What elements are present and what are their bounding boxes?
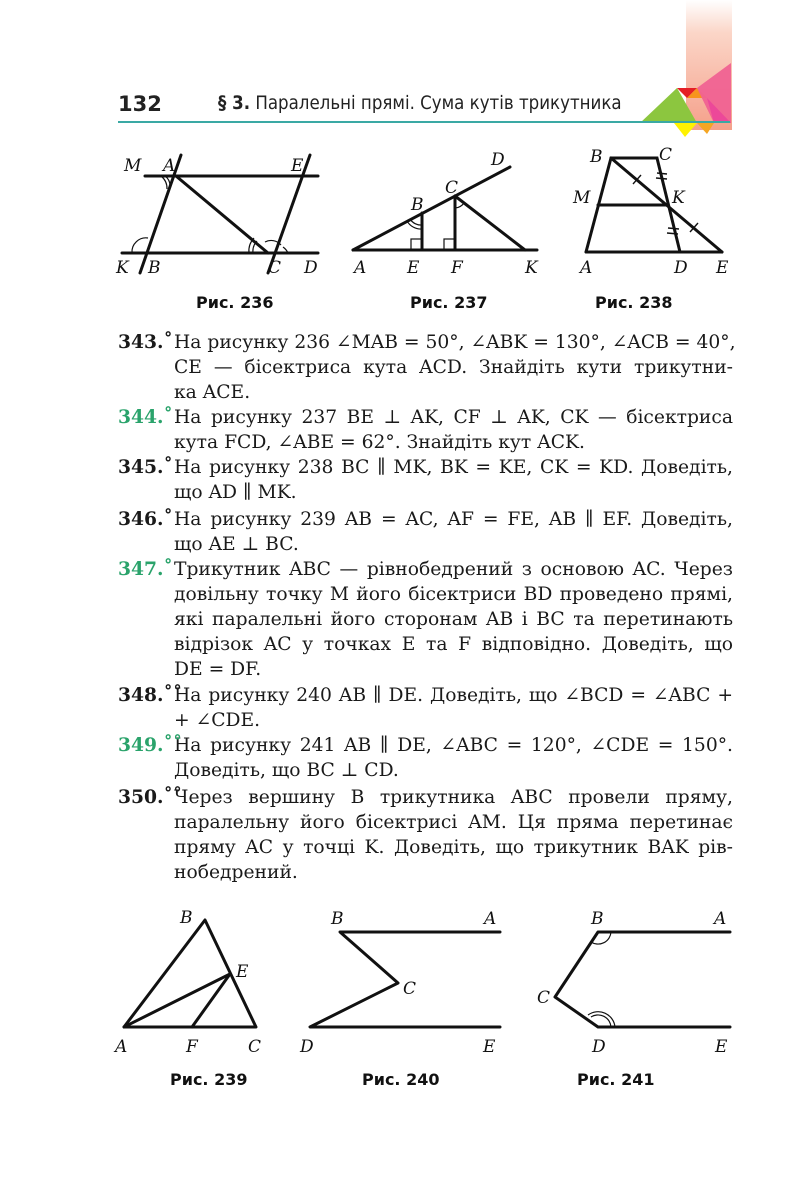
fig237-label-A: A xyxy=(354,258,367,278)
problem-number: 343.˚ xyxy=(118,331,173,353)
fig240-label-D: D xyxy=(300,1037,314,1057)
fig239-label-F: F xyxy=(186,1037,198,1057)
problem-text xyxy=(174,507,733,557)
fig238-label-D: D xyxy=(674,258,688,278)
problem-text xyxy=(174,683,733,733)
problem-4 xyxy=(118,507,733,557)
fig236-caption: Рис. 236 xyxy=(196,293,274,312)
problem-number: 345.˚ xyxy=(118,456,173,478)
fig240-caption: Рис. 240 xyxy=(362,1070,440,1089)
fig238-label-B: B xyxy=(590,147,603,167)
fig238-label-K: K xyxy=(672,188,685,208)
fig241-label-E: E xyxy=(715,1037,728,1057)
problem-text xyxy=(174,405,733,455)
figure-241 xyxy=(530,905,740,1060)
problem-line: що AE ⊥ BC. xyxy=(174,534,299,555)
fig241-caption: Рис. 241 xyxy=(577,1070,655,1089)
problem-line: паралельну його бісектрисі AM. Ця пряма перетинає xyxy=(174,812,733,833)
problem-5 xyxy=(118,557,733,682)
problem-line: На рисунку 241 AB ∥ DE, ∠ABC = 120°, ∠CDE = 150°. xyxy=(174,735,733,756)
problem-text xyxy=(174,557,733,682)
problem-text xyxy=(174,330,736,405)
problem-line: які паралельні його сторонам AB і BC та перетинають xyxy=(174,609,733,630)
fig241-label-D: D xyxy=(592,1037,606,1057)
fig238-label-E: E xyxy=(716,258,729,278)
fig238-label-C: C xyxy=(659,145,673,165)
problem-number: 349.˚˚ xyxy=(118,734,183,756)
section-label: § 3. xyxy=(218,93,251,114)
fig236-label-K: K xyxy=(116,258,129,278)
fig236-label-A: A xyxy=(163,156,176,176)
fig239-label-B: B xyxy=(180,908,193,928)
problem-line: кута FCD, ∠ABE = 62°. Знайдіть кут ACK. xyxy=(174,432,585,453)
fig236-label-M: M xyxy=(124,156,142,176)
problem-6 xyxy=(118,683,733,733)
fig239-caption: Рис. 239 xyxy=(170,1070,248,1089)
problem-line: Через вершину B трикутника ABC провели пряму, xyxy=(174,787,733,808)
fig239-label-A: A xyxy=(115,1037,128,1057)
problem-number: 344.˚ xyxy=(118,406,173,428)
problem-3 xyxy=(118,455,733,505)
fig238-label-M: M xyxy=(573,188,591,208)
problem-line: пряму AC у точці K. Доведіть, що трикутник BAK рів- xyxy=(174,837,733,858)
fig236-label-E: E xyxy=(291,156,304,176)
problem-2 xyxy=(118,405,733,455)
figure-238 xyxy=(570,140,735,280)
figure-239 xyxy=(110,905,280,1060)
fig237-label-C: C xyxy=(445,178,459,198)
figure-240 xyxy=(295,905,510,1060)
problem-line: + ∠CDE. xyxy=(174,710,261,731)
fig237-label-B: B xyxy=(411,195,424,215)
problem-line: На рисунку 237 BE ⊥ AK, CF ⊥ AK, CK — бісектриса xyxy=(174,407,733,428)
fig239-label-E: E xyxy=(236,962,249,982)
problem-line: На рисунку 238 BC ∥ MK, BK = KE, CK = KD. Доведіть, xyxy=(174,457,733,478)
section-title xyxy=(218,93,622,114)
fig236-label-D: D xyxy=(304,258,318,278)
page-number: 132 xyxy=(118,92,162,116)
fig237-label-D: D xyxy=(491,150,505,170)
problem-line: відрізок AC у точках E та F відповідно. Доведіть, що xyxy=(174,634,733,655)
header-rule xyxy=(118,121,730,123)
section-title-text: Паралельні прямі. Сума кутів трикутника xyxy=(255,93,622,114)
fig240-label-B: B xyxy=(331,909,344,929)
problem-line: ка ACE. xyxy=(174,382,251,403)
problem-line: На рисунку 239 AB = AC, AF = FE, AB ∥ EF. Доведіть, xyxy=(174,509,733,530)
fig240-label-A: A xyxy=(484,909,497,929)
fig241-label-B: B xyxy=(591,909,604,929)
problem-text xyxy=(174,785,733,885)
problem-line: DE = DF. xyxy=(174,659,262,680)
problem-line: довільну точку M його бісектриси BD проведено прямі, xyxy=(174,584,733,605)
fig240-label-C: C xyxy=(403,979,417,999)
problem-line: На рисунку 236 ∠MAB = 50°, ∠ABK = 130°, ∠ACB = 40°, xyxy=(174,332,736,353)
fig239-label-C: C xyxy=(248,1037,262,1057)
fig237-caption: Рис. 237 xyxy=(410,293,488,312)
problem-line: CE — бісектриса кута ACD. Знайдіть кути трикутни- xyxy=(174,357,733,378)
problem-number: 350.˚˚ xyxy=(118,786,183,808)
tangram-logo xyxy=(640,60,735,140)
problem-line: На рисунку 240 AB ∥ DE. Доведіть, що ∠BCD = ∠ABC + xyxy=(174,685,733,706)
fig237-label-E: E xyxy=(407,258,420,278)
figure-237 xyxy=(345,145,550,280)
problem-text xyxy=(174,455,733,505)
fig238-caption: Рис. 238 xyxy=(595,293,673,312)
problem-line: Трикутник ABC — рівнобедрений з основою AC. Через xyxy=(174,559,733,580)
problem-line: Доведіть, що BC ⊥ CD. xyxy=(174,760,399,781)
problem-1 xyxy=(118,330,736,405)
fig240-label-E: E xyxy=(483,1037,496,1057)
fig237-label-F: F xyxy=(451,258,463,278)
problem-7 xyxy=(118,733,733,783)
problem-line: нобедрений. xyxy=(174,862,298,883)
figure-236 xyxy=(110,145,340,280)
problem-number: 346.˚ xyxy=(118,508,173,530)
fig237-label-K: K xyxy=(525,258,538,278)
fig238-label-A: A xyxy=(580,258,593,278)
problem-line: що AD ∥ MK. xyxy=(174,482,297,503)
problem-number: 347.˚ xyxy=(118,558,173,580)
fig236-label-B: B xyxy=(148,258,161,278)
problem-text xyxy=(174,733,733,783)
fig241-label-A: A xyxy=(714,909,727,929)
fig241-label-C: C xyxy=(537,988,551,1008)
problem-number: 348.˚˚ xyxy=(118,684,183,706)
problem-8 xyxy=(118,785,733,885)
fig236-label-C: C xyxy=(268,258,282,278)
